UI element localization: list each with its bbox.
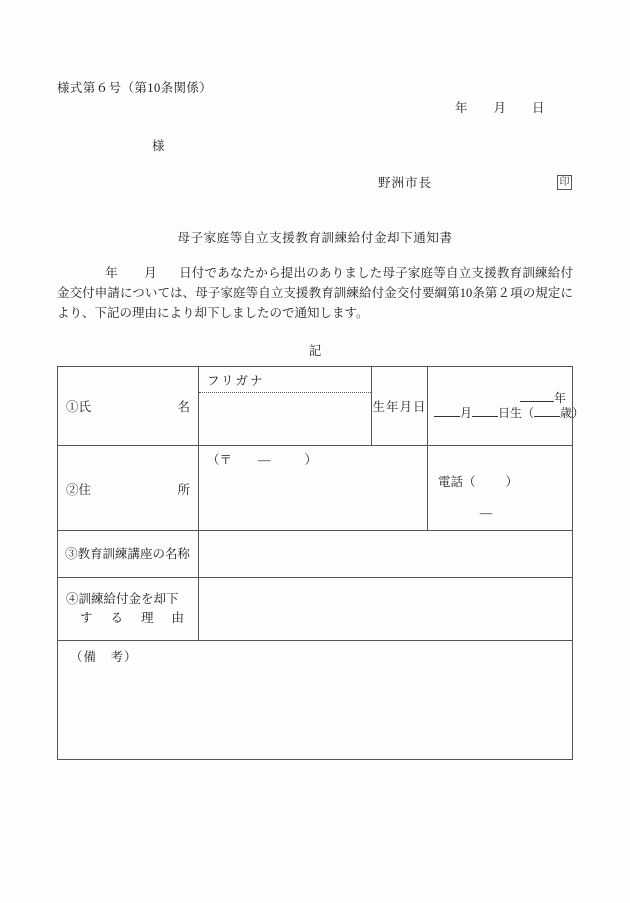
address-input-cell[interactable] (199, 446, 428, 531)
reason-label (58, 578, 198, 628)
issue-date-month: 月 (493, 101, 507, 115)
name-input-cell[interactable] (199, 367, 372, 446)
ki-mark: 記 (308, 344, 322, 358)
remarks-cell[interactable] (58, 641, 573, 760)
table-row-name (58, 367, 573, 446)
issue-date-year: 年 (455, 101, 468, 115)
postal-code-field[interactable] (199, 446, 427, 472)
telephone-cell[interactable] (428, 446, 573, 531)
body-year: 年 (105, 266, 118, 280)
issuer-name: 野洲市長 (378, 176, 433, 190)
address-label-text: 所 (177, 483, 190, 497)
birthdate-label: 生年月日 (372, 400, 427, 414)
reason-label-cell (58, 578, 199, 641)
birth-month-unit: 月 (460, 406, 473, 420)
name-label-number: ①氏 (66, 400, 92, 414)
addressee-suffix: 様 (152, 139, 165, 153)
birthdate-value-cell[interactable] (428, 367, 585, 446)
seal-icon: 印 (557, 175, 572, 190)
address-label-cell (58, 446, 199, 531)
table-row-reason (58, 578, 573, 641)
issuer-row (378, 173, 572, 191)
reason-label-char-4: 由 (171, 611, 184, 625)
body-paragraph (57, 263, 573, 323)
birth-year-unit: 年 (553, 391, 566, 405)
body-line1: 日付であなたから提出のありました母子家庭等自立支援教育訓練給付金 (57, 266, 573, 300)
reason-label-char-3: 理 (140, 611, 154, 625)
reason-label-char-2: る (110, 611, 123, 625)
table-row-course (58, 531, 573, 578)
reason-input-cell[interactable] (199, 578, 573, 641)
application-detail-table (57, 366, 585, 760)
form-number: 様式第６号（第10条関係） (57, 81, 213, 95)
body-month: 月 (143, 266, 157, 280)
postal-mark: （〒 (207, 453, 233, 467)
telephone-dash: — (479, 506, 493, 520)
birth-age-unit: 歳） (560, 406, 585, 420)
telephone-close: ） (505, 475, 519, 489)
furigana-label: フリガナ (199, 367, 371, 393)
reason-label-line1: ④訓練給付金を却下 (66, 592, 179, 606)
birth-day-unit: 日生（ (498, 406, 535, 420)
table-row-remarks (58, 641, 573, 760)
postal-close: ） (304, 453, 318, 467)
address-label-number: ②住 (66, 483, 92, 497)
course-label-cell (58, 531, 199, 578)
postal-dash: — (258, 453, 271, 467)
issue-date-line (455, 98, 545, 116)
remarks-label: （備 考） (70, 650, 138, 664)
reason-label-line2 (58, 609, 198, 628)
table-row-address (58, 446, 573, 531)
reason-label-char-1: す (80, 611, 93, 625)
body-line2: 交付申請については、母子家庭等自立支援教育訓練給付金交付要綱第10条第２項の規定により、下 (57, 286, 573, 320)
body-line3: 記の理由により却下しましたので通知します。 (107, 306, 369, 320)
telephone-field (428, 446, 572, 490)
telephone-label: 電話（ (438, 475, 476, 489)
name-label-cell (58, 367, 199, 446)
course-label: ③教育訓練講座の名称 (65, 547, 191, 561)
course-input-cell[interactable] (199, 531, 573, 578)
issue-date-day: 日 (532, 101, 545, 115)
birthdate-fields (428, 367, 585, 421)
document-title: 母子家庭等自立支援教育訓練給付金却下通知書 (177, 231, 453, 245)
birthdate-label-cell (372, 367, 428, 446)
name-label-text: 名 (177, 400, 190, 414)
